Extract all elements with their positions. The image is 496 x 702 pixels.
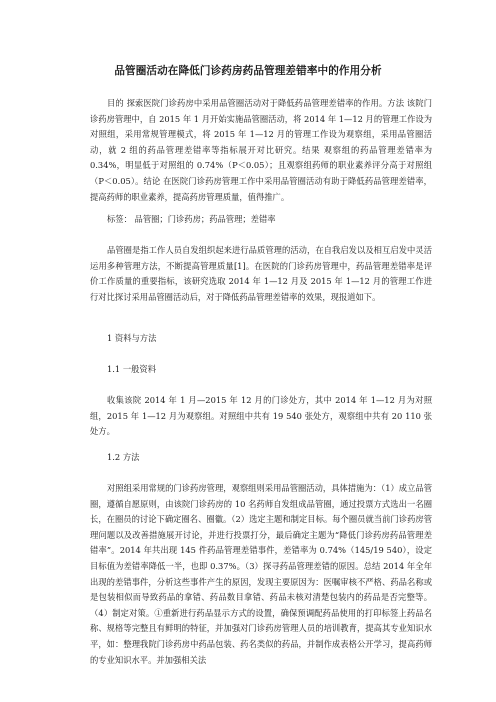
section-heading-1-1: 1.1 一般资料 xyxy=(107,364,157,374)
section-heading-1-2: 1.2 方法 xyxy=(107,452,140,462)
keywords-line: 标签： 品管圈；门诊药房；药品管理；差错率 xyxy=(107,214,276,224)
general-data-paragraph: 收集该院 2014 年 1 月—2015 年 12 月的门诊处方，其中 2014 年 1—12 月为对照组，2015 年 1—12 月为观察组。对照组中共有 19 540 张处方，观察组中共有 20 110 张处方。 xyxy=(90,395,432,437)
methods-paragraph: 对照组采用常规的门诊药房管理，观察组则采用品管圈活动，具体措施为：（1）成立品管圈，遵循自愿原则，由该院门诊药房的 10 名药师自发组成品管圈，通过投票方式选出一名圈长，在圈员的讨论下确定圈名、圈徽。（2）选定主题和制定目标。每个圈员就当前门诊药房管理问题以及改善措施展开讨论，并进行投票打分，最后确定主题为“降低门诊药房药品管理差错率”。2014 年共出现 145 件药品管理差错事件，差错率为 0.74%（145/19 540），设定目标值为差错率降低一半，也即 0.37%。（3）探寻药品管理差错的原因。总结 2014 年全年出现的差错事件，分析这些事件产生的原因，发现主要原因为：医嘱审核不严格、药品名称或是包装相似而导致药品的拿错、药品数目拿错、药品未核对清楚包装内的药品是否完整等。（4）制定对策。①重新进行药品显示方式的设置，确保预调配药品使用的打印标签上药品名称、规格等完整且有鲜明的特征，并加强对门诊药房管理人员的培训教育，提高其专业知识水平，如：整理我院门诊药房中药品包装、药名类似的药品，并制作成表格公开学习，提高药师的专业知识水平。并加强相关法 xyxy=(90,483,432,665)
intro-paragraph: 品管圈是指工作人员自发组织起来进行品质管理的活动，在自我启发以及相互启发中灵活运用多种管理方法，不断提高管理质量[1]。在医院的门诊药房管理中，药品管理差错率是评价工作质量的重要指标，该研究选取 2014 年 1—12 月及 2015 年 1—12 月的管理工作进行对比探讨采用品管圈活动后，对于降低药品管理差错率的效果，现报道如下。 xyxy=(90,245,432,302)
document-title: 品管圈活动在降低门诊药房药品管理差错率中的作用分析 xyxy=(114,65,382,77)
abstract-paragraph: 目的 探索医院门诊药房中采用品管圈活动对于降低药品管理差错率的作用。方法 该院门诊药房管理中，自 2015 年 1 月开始实施品管圈活动，将 2014 年 1—12 月的管理工作设为对照组，采用常规管理模式，将 2015 年 1—12 月的管理工作设为观察组，采用品管圈活动，就 2 组的药品管理差错率等指标展开对比研究。结果 观察组的药品管理差错率为 0.34%，明显低于对照组的 0.74%（P＜0.05）；且观察组药师的职业素养评分高于对照组（P＜0.05）。结论 在医院门诊药房管理工作中采用品管圈活动有助于降低药品管理差错率，提高药师的职业素养，提高药房管理质量，值得推广。 xyxy=(90,98,432,202)
section-heading-1: 1 资料与方法 xyxy=(107,333,157,343)
